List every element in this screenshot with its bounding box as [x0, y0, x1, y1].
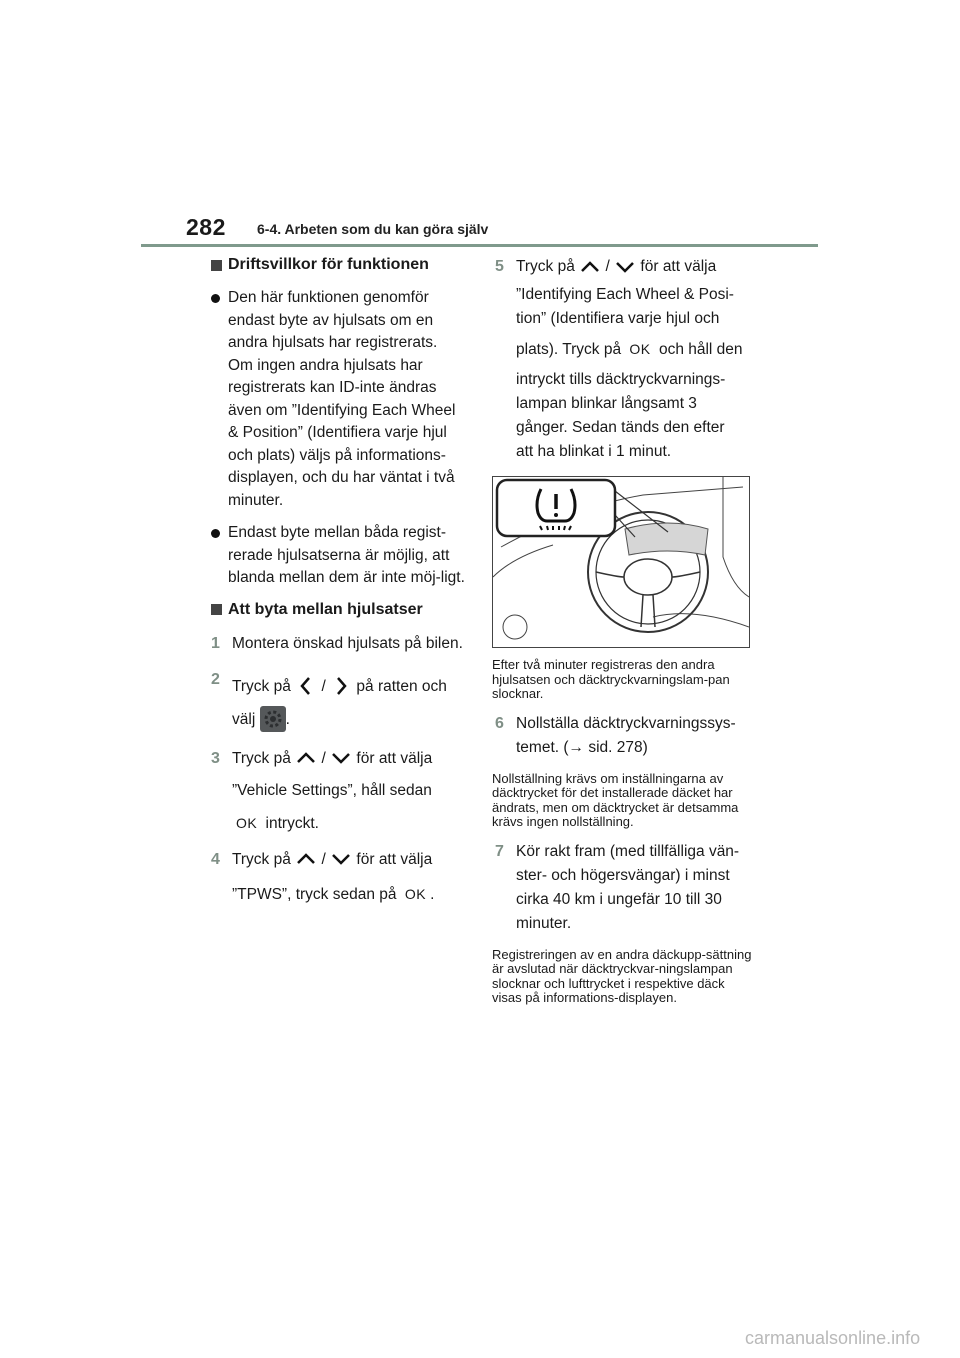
step-text: ”TPWS”, tryck sedan på [232, 885, 397, 903]
step-number: 5 [495, 258, 504, 275]
note-text: Registreringen av en andra däckupp-sättning är avslutad när däcktryckvar-ningslampan slocknar och lufttrycket i respektive däck visas på informations-displayen. [492, 946, 752, 1005]
bullet-text: Endast byte mellan båda regist-rerade hjulsatserna är möjlig, att blanda mellan dem är inte möj-ligt. [228, 524, 465, 586]
left-column [208, 255, 466, 919]
chevron-down-icon [330, 750, 352, 766]
header-divider [141, 244, 818, 247]
step-3 [208, 747, 466, 836]
step-number: 1 [211, 634, 220, 652]
chevron-up-icon [295, 851, 317, 867]
step-2 [208, 668, 466, 735]
step-number: 6 [495, 714, 504, 732]
step-text: Tryck på [516, 258, 575, 275]
step-number: 2 [211, 670, 220, 688]
step-number: 4 [211, 850, 220, 868]
dashboard-illustration [492, 476, 750, 648]
chevron-up-icon [295, 750, 317, 766]
watermark: carmanualsonline.info [745, 1328, 921, 1348]
heading-text: Driftsvillkor för funktionen [228, 256, 429, 273]
step-text: lampan blinkar långsamt 3 [516, 395, 697, 412]
page-number: 282 [186, 214, 226, 240]
section-title: 6-4. Arbeten som du kan göra själv [257, 221, 489, 237]
step-text: plats). Tryck på [516, 341, 622, 358]
separator: / [321, 677, 326, 695]
square-bullet-icon [211, 260, 222, 271]
chevron-up-icon [579, 259, 601, 275]
step-text: för att välja [356, 749, 433, 767]
chevron-down-icon [330, 851, 352, 867]
step-text: intryckt tills däcktryckvarnings- [516, 371, 726, 388]
step-7 [492, 840, 754, 936]
step-text: intryckt. [265, 814, 319, 832]
ok-button-icon: OK [404, 885, 427, 902]
figure-caption: Efter två minuter registreras den andra hjulsatsen och däcktryckvarningslam-pan slocknar. [492, 657, 730, 701]
heading-operating-conditions [208, 255, 466, 275]
round-bullet-icon [211, 294, 220, 303]
step-number: 3 [211, 749, 220, 767]
round-bullet-icon [211, 529, 220, 538]
heading-text: Att byta mellan hjulsatser [228, 600, 423, 618]
gear-icon [260, 706, 286, 732]
note-text: Nollställning krävs om inställningarna av däcktrycket för det installerade däcket har ändrats, men om däcktrycket är detsamma krävs ingen nollställning. [492, 770, 739, 829]
square-bullet-icon [211, 604, 222, 615]
bullet-text: Den här funktionen genomför endast byte av hjulsats om en andra hjulsats har registrerats. Om ingen andra hjulsats har registrerats kan ID-inte ändras även om ”Identifying Each Wheel & Position” (Identifiera varje hjul och plats) väljs på informations-displayen, och du har väntat i två minuter. [228, 289, 456, 509]
heading-switch-wheel-sets [208, 600, 466, 620]
step-text: att ha blinkat i 1 minut. [516, 443, 672, 460]
step-1 [208, 632, 466, 656]
step-text: för att välja [356, 850, 433, 868]
separator: / [605, 258, 610, 275]
ok-button-icon: OK [236, 814, 258, 831]
step-text: Tryck på [232, 677, 291, 695]
step-text: och håll den [658, 341, 743, 358]
chevron-down-icon [614, 259, 636, 275]
step-text: Tryck på [232, 749, 291, 767]
chevron-right-icon [330, 675, 352, 697]
steering-wheel-drawing [493, 477, 749, 647]
step-6 [492, 712, 754, 760]
step-text: Tryck på [232, 850, 291, 868]
bullet-item [208, 522, 466, 590]
step-text: gånger. Sedan tänds den efter [516, 419, 725, 436]
step-text: Kör rakt fram (med tillfälliga vän-ster- och högersvängar) i minst cirka 40 km i ungefär 10 till 30 minuter. [516, 842, 740, 932]
step-text: . [285, 710, 290, 728]
step-4 [208, 848, 466, 907]
step-text: för att välja [640, 258, 717, 275]
ok-button-icon: OK [629, 341, 651, 357]
separator: / [321, 850, 326, 868]
step-text: Montera önskad hjulsats på bilen. [232, 634, 463, 652]
separator: / [321, 749, 326, 767]
step-number: 7 [495, 842, 504, 860]
step-text: välj [232, 710, 256, 728]
chevron-left-icon [295, 675, 317, 697]
bullet-item [208, 287, 466, 512]
step-text: på ratten och [356, 677, 447, 695]
step-text: . [430, 885, 435, 903]
step-text: ”Identifying Each Wheel & Posi- [516, 286, 734, 303]
step-text: tion” (Identifiera varje hjul och [516, 310, 720, 327]
step-text: Nollställa däcktryckvarningssys-temet. (→ sid. 278) [516, 714, 736, 756]
step-text: ”Vehicle Settings”, håll sedan [232, 781, 432, 799]
step-5 [492, 255, 754, 464]
right-column [492, 255, 754, 1016]
